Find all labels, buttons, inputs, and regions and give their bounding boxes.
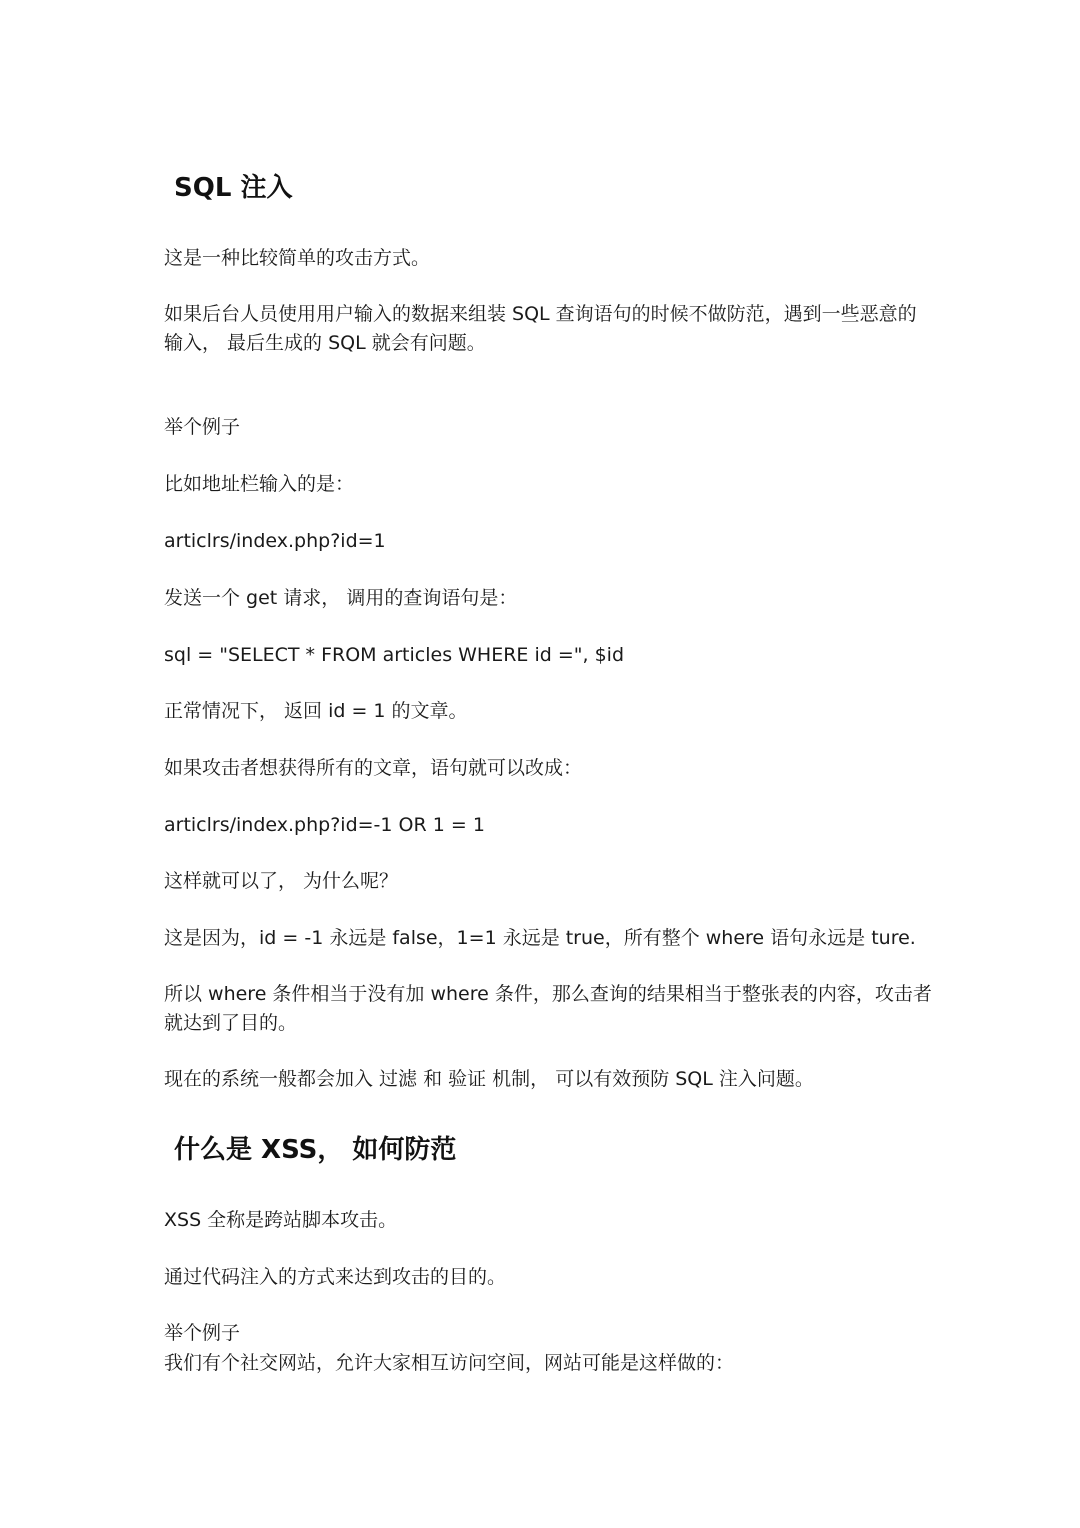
code-line: sql = "SELECT * FROM articles WHERE id =", $id bbox=[164, 644, 625, 666]
code-line: articlrs/index.php?id=-1 OR 1 = 1 bbox=[164, 814, 485, 836]
paragraph: 如果后台人员使用用户输入的数据来组装 SQL 查询语句的时候不做防范，遇到一些恶意的 bbox=[164, 303, 917, 325]
section-title-xss: 什么是 XSS， 如何防范 bbox=[174, 1135, 457, 1165]
paragraph: 比如地址栏输入的是： bbox=[164, 473, 355, 495]
paragraph: 这样就可以了， 为什么呢？ bbox=[164, 870, 399, 892]
paragraph: 正常情况下， 返回 id = 1 的文章。 bbox=[164, 700, 468, 722]
section-title-sql-injection: SQL 注入 bbox=[174, 173, 293, 203]
paragraph: 我们有个社交网站，允许大家相互访问空间，网站可能是这样做的： bbox=[164, 1352, 735, 1374]
code-line: articlrs/index.php?id=1 bbox=[164, 530, 386, 552]
paragraph: 通过代码注入的方式来达到攻击的目的。 bbox=[164, 1266, 507, 1288]
paragraph: XSS 全称是跨站脚本攻击。 bbox=[164, 1209, 398, 1231]
paragraph: 这是因为，id = -1 永远是 false，1=1 永远是 true，所有整个 where 语句永远是 ture. bbox=[164, 927, 916, 949]
paragraph: 举个例子 bbox=[164, 1322, 241, 1344]
paragraph: 这是一种比较简单的攻击方式。 bbox=[164, 247, 431, 269]
paragraph: 输入， 最后生成的 SQL 就会有问题。 bbox=[164, 332, 486, 354]
paragraph: 就达到了目的。 bbox=[164, 1012, 298, 1034]
paragraph: 如果攻击者想获得所有的文章，语句就可以改成： bbox=[164, 757, 583, 779]
paragraph: 举个例子 bbox=[164, 416, 241, 438]
paragraph: 现在的系统一般都会加入 过滤 和 验证 机制， 可以有效预防 SQL 注入问题。 bbox=[164, 1068, 814, 1090]
paragraph: 所以 where 条件相当于没有加 where 条件，那么查询的结果相当于整张表的内容，攻击者 bbox=[164, 983, 932, 1005]
paragraph: 发送一个 get 请求， 调用的查询语句是： bbox=[164, 587, 518, 609]
